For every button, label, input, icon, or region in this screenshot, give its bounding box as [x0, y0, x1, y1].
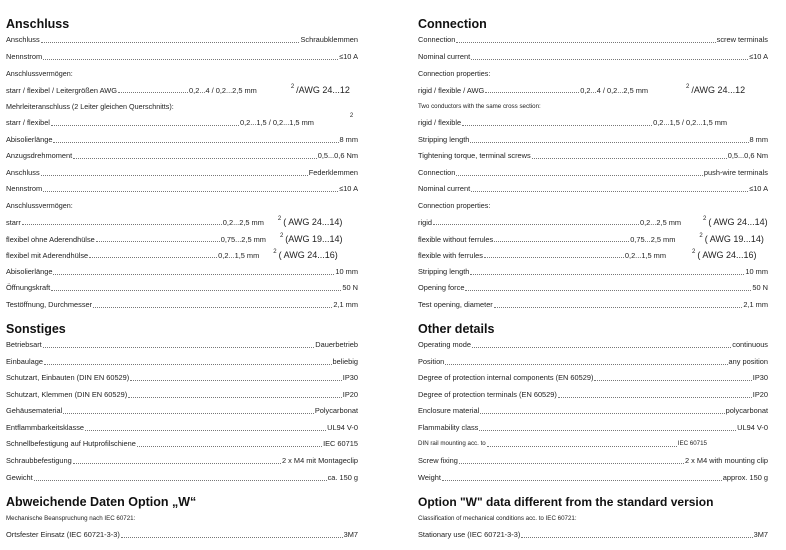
spec-row: Gehäusematerial Polycarbonat: [6, 406, 358, 415]
spec-row: Testöffnung, Durchmesser 2,1 mm: [6, 300, 358, 309]
spec-row: Nennstrom ≤10 A: [6, 52, 358, 61]
spec-row: Schnellbefestigung auf Hutprofilschiene IEC 60715: [6, 439, 358, 448]
spec-subheading: Classification of mechanical conditions acc. to IEC 60721:: [418, 515, 577, 522]
spec-row: Stripping length 8 mm: [418, 135, 768, 144]
spec-row: Entflammbarkeitsklasse UL94 V-0: [6, 423, 358, 432]
spec-row: Degree of protection terminals (EN 60529) IP20: [418, 390, 768, 399]
spec-row: Schutzart, Einbauten (DIN EN 60529) IP30: [6, 373, 358, 382]
spec-row: Weight approx. 150 g: [418, 473, 768, 482]
spec-row: Degree of protection internal components (EN 60529) IP30: [418, 373, 768, 382]
spec-row: Operating mode continuous: [418, 340, 768, 349]
spec-row: Connection push-wire terminals: [418, 168, 768, 177]
spec-subheading: Anschlussvermögen:: [6, 69, 73, 78]
spec-row: Abisolierlänge 8 mm: [6, 135, 358, 144]
section-title-option-w: Abweichende Daten Option „W“: [6, 495, 197, 509]
spec-row: rigid / flexible / AWG 0,2...4 / 0,2...2,5 mm 2 /AWG 24...12: [418, 84, 746, 95]
spec-row: Position any position: [418, 357, 768, 366]
spec-subheading: Anschlussvermögen:: [6, 201, 73, 210]
section-title-other-details: Other details: [418, 322, 495, 336]
spec-row: DIN rail mounting acc. to IEC 60715: [418, 440, 707, 447]
spec-row: Nominal current ≤10 A: [418, 52, 768, 61]
spec-row: Tightening torque, terminal screws 0,5...0,6 Nm: [418, 151, 768, 160]
spec-row: Nennstrom ≤10 A: [6, 184, 358, 193]
spec-row: Gewicht ca. 150 g: [6, 473, 358, 482]
spec-row: Flammability class UL94 V-0: [418, 423, 768, 432]
spec-row: Ortsfester Einsatz (IEC 60721-3-3) 3M7: [6, 530, 358, 539]
spec-row: Schutzart, Klemmen (DIN EN 60529) IP20: [6, 390, 358, 399]
spec-row: Connection screw terminals: [418, 35, 768, 44]
section-title-anschluss: Anschluss: [6, 17, 70, 31]
spec-row: flexibel ohne Aderendhülse 0,75...2,5 mm 2 (AWG 19...14): [6, 233, 343, 244]
spec-row: Betriebsart Dauerbetrieb: [6, 340, 358, 349]
spec-row: Stationary use (IEC 60721-3-3) 3M7: [418, 530, 768, 539]
spec-column-german: [6, 0, 358, 550]
section-title-option-w: Option "W" data different from the standard version: [418, 495, 714, 509]
spec-subheading: Connection properties:: [418, 201, 491, 210]
spec-row: flexible without ferrules 0,75...2,5 mm 2 ( AWG 19...14): [418, 233, 764, 244]
spec-row: flexible with ferrules 0,2...1,5 mm 2 ( AWG 24...16): [418, 249, 757, 260]
spec-row: Enclosure material polycarbonat: [418, 406, 768, 415]
spec-row: Screw fixing 2 x M4 with mounting clip: [418, 456, 768, 465]
spec-row: Öffnungskraft 50 N: [6, 283, 358, 292]
spec-row: rigid / flexible 0,2...1,5 / 0,2...1,5 mm: [418, 118, 728, 127]
spec-row: Anschluss Schraubklemmen: [6, 35, 358, 44]
spec-subheading: Mehrleiteranschluss (2 Leiter gleichen Querschnitts):: [6, 102, 174, 111]
spec-row: Test opening, diameter 2,1 mm: [418, 300, 768, 309]
spec-row: Nominal current ≤10 A: [418, 184, 768, 193]
spec-row: rigid 0,2...2,5 mm 2 ( AWG 24...14): [418, 216, 768, 227]
spec-row: Anschluss Federklemmen: [6, 168, 358, 177]
section-title-sonstiges: Sonstiges: [6, 322, 66, 336]
spec-row: Anzugsdrehmoment 0,5...0,6 Nm: [6, 151, 358, 160]
spec-row: starr / flexibel / Leitergrößen AWG 0,2...4 / 0,2...2,5 mm 2 /AWG 24...12: [6, 84, 350, 95]
spec-row: starr / flexibel 0,2...1,5 / 0,2...1,5 mm 2: [6, 113, 354, 127]
spec-column-english: [418, 0, 768, 550]
spec-row: Schraubbefestigung 2 x M4 mit Montageclip: [6, 456, 358, 465]
spec-subheading: Mechanische Beanspruchung nach IEC 60721:: [6, 515, 136, 522]
spec-row: Stripping length 10 mm: [418, 267, 768, 276]
spec-row: starr 0,2...2,5 mm 2 ( AWG 24...14): [6, 216, 343, 227]
section-title-connection: Connection: [418, 17, 487, 31]
spec-subheading: Connection properties:: [418, 69, 491, 78]
spec-row: flexibel mit Aderendhülse 0,2...1,5 mm 2 ( AWG 24...16): [6, 249, 338, 260]
spec-row: Abisolierlänge 10 mm: [6, 267, 358, 276]
spec-subheading: Two conductors with the same cross section:: [418, 103, 541, 110]
spec-row: Opening force 50 N: [418, 283, 768, 292]
spec-row: Einbaulage beliebig: [6, 357, 358, 366]
